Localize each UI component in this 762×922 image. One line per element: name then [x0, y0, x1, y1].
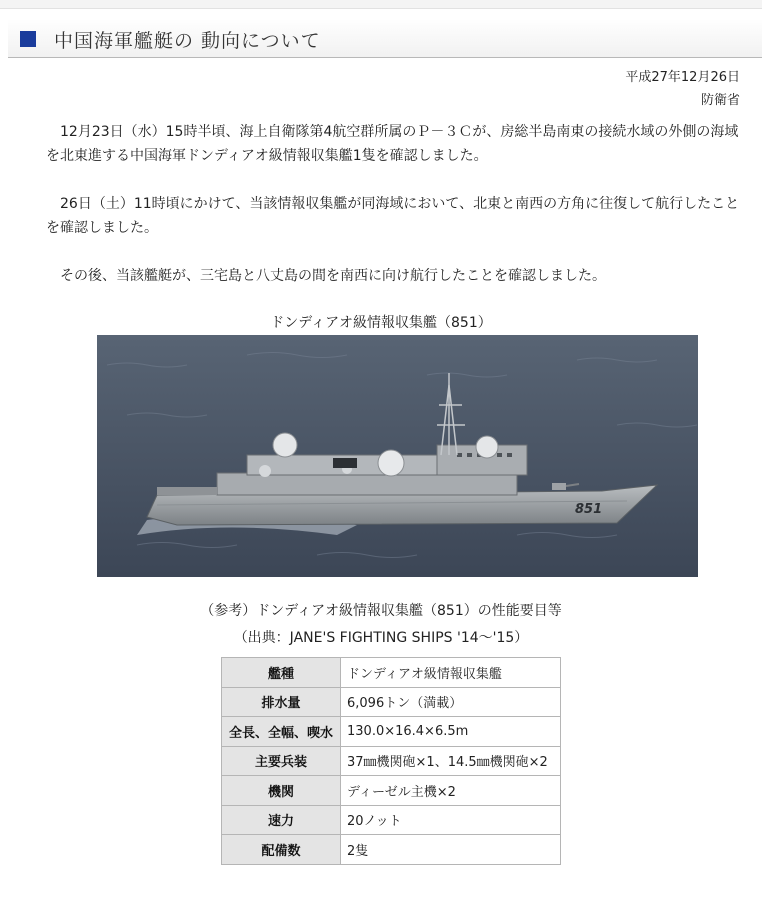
- row-value-ship-type: ドンディアオ級情報収集艦: [341, 658, 561, 688]
- top-border: [0, 0, 762, 9]
- table-row: [222, 746, 561, 776]
- table-row: [222, 835, 561, 865]
- table-row: [222, 687, 561, 717]
- photo-caption: ドンディアオ級情報収集艦（851）: [270, 315, 492, 331]
- page-title: 中国海軍艦艇の 動向について: [54, 30, 321, 52]
- ship-photo: [97, 335, 698, 577]
- paragraph-3-text: その後、当該艦艇が、三宅島と八丈島の間を南西に向け航行したことを確認しました。: [60, 268, 606, 284]
- spec-caption-line2: （出典：JANE'S FIGHTING SHIPS '14～'15）: [233, 630, 529, 646]
- paragraph-1-text: 12月23日（水）15時半頃、海上自衛隊第4航空群所属のＰ－３Ｃが、房総半島南東の接続水域の外側の海域を北東進する中国海軍ドンディアオ級情報収集艦1隻を確認しました。: [46, 124, 739, 164]
- table-row: [222, 658, 561, 688]
- row-label-speed: 速力: [222, 805, 341, 835]
- paragraph-2-text: 26日（土）11時頃にかけて、当該情報収集艦が同海域において、北東と南西の方角に往復して航行したことを確認しました。: [46, 196, 740, 236]
- row-label-armament: 主要兵装: [222, 746, 341, 776]
- publisher-agency: 防衛省: [700, 93, 740, 108]
- spec-caption-line1: （参考）ドンディアオ級情報収集艦（851）の性能要目等: [200, 603, 562, 619]
- row-label-displacement: 排水量: [222, 687, 341, 717]
- paragraph-2: [46, 192, 746, 240]
- row-label-engine: 機関: [222, 776, 341, 806]
- row-value-engine: ディーゼル主機×2: [341, 776, 561, 806]
- publication-date: 平成27年12月26日: [625, 70, 740, 85]
- ship-photo-graphic: [97, 335, 698, 577]
- hull-number: 851: [575, 502, 603, 517]
- page-header: [8, 19, 762, 58]
- row-value-deployed: 2隻: [341, 835, 561, 865]
- table-row: [222, 717, 561, 747]
- paragraph-3: [46, 264, 746, 288]
- row-value-displacement: 6,096トン（満載）: [341, 687, 561, 717]
- row-label-dimensions: 全長、全幅、喫水: [222, 717, 341, 747]
- row-label-ship-type: 艦種: [222, 658, 341, 688]
- paragraph-1: [46, 120, 746, 168]
- table-row: [222, 805, 561, 835]
- row-value-armament: 37㎜機関砲×1、14.5㎜機関砲×2: [341, 746, 561, 776]
- title-square-icon: [20, 31, 36, 47]
- row-value-speed: 20ノット: [341, 805, 561, 835]
- spec-table: [221, 657, 561, 865]
- row-value-dimensions: 130.0×16.4×6.5m: [341, 717, 561, 747]
- table-row: [222, 776, 561, 806]
- row-label-deployed: 配備数: [222, 835, 341, 865]
